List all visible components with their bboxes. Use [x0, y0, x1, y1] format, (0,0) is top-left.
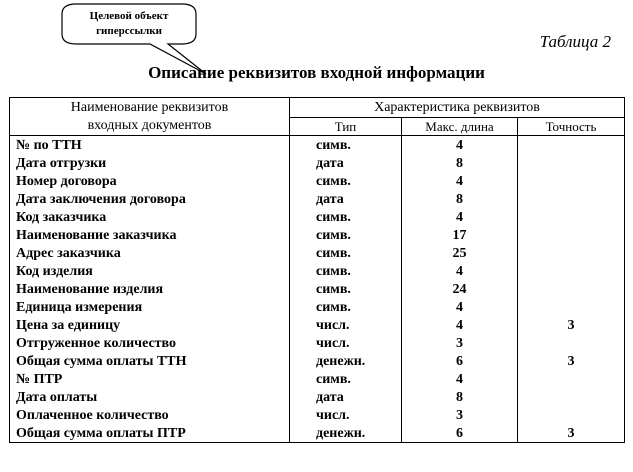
requisite-precision-cell [518, 388, 625, 406]
requisite-type-cell: денежн. [290, 352, 402, 370]
table-row [10, 298, 625, 316]
requisite-type-cell: симв. [290, 136, 402, 155]
requisite-name-cell: № ПТР [10, 370, 290, 388]
requisite-type-cell: числ. [290, 406, 402, 424]
requisite-name-cell: Общая сумма оплаты ТТН [10, 352, 290, 370]
requisite-name-cell: Номер договора [10, 172, 290, 190]
table-row [10, 388, 625, 406]
requisite-name-cell: Общая сумма оплаты ПТР [10, 424, 290, 443]
requisite-precision-cell [518, 136, 625, 155]
requisite-length-cell: 24 [402, 280, 518, 298]
requisite-length-cell: 4 [402, 136, 518, 155]
requisite-precision-cell [518, 334, 625, 352]
table-row [10, 316, 625, 334]
requisite-precision-cell [518, 154, 625, 172]
requisite-type-cell: симв. [290, 298, 402, 316]
requisite-precision-cell [518, 262, 625, 280]
requisite-type-cell: симв. [290, 370, 402, 388]
requisite-length-cell: 4 [402, 262, 518, 280]
header-max-length: Макс. длина [402, 118, 518, 136]
table-body [10, 136, 625, 443]
requisite-name-cell: Дата оплаты [10, 388, 290, 406]
table-row [10, 226, 625, 244]
header-characteristics: Характеристика реквизитов [290, 98, 625, 118]
requisite-type-cell: дата [290, 154, 402, 172]
requisite-type-cell: симв. [290, 172, 402, 190]
callout-line-2: гиперссылки [96, 25, 162, 37]
requisite-type-cell: денежн. [290, 424, 402, 443]
requisite-name-cell: Цена за единицу [10, 316, 290, 334]
requisite-length-cell: 8 [402, 154, 518, 172]
requisite-type-cell: симв. [290, 262, 402, 280]
table-row [10, 172, 625, 190]
requisites-table [9, 97, 625, 443]
requisite-length-cell: 3 [402, 406, 518, 424]
requisite-name-cell: Код изделия [10, 262, 290, 280]
requisite-precision-cell [518, 226, 625, 244]
callout-text [64, 9, 194, 39]
requisite-name-cell: Дата заключения договора [10, 190, 290, 208]
requisite-name-cell: Наименование изделия [10, 280, 290, 298]
requisite-type-cell: симв. [290, 244, 402, 262]
requisite-name-cell: Наименование заказчика [10, 226, 290, 244]
requisite-name-cell: Оплаченное количество [10, 406, 290, 424]
header-name-line-1: Наименование реквизитов [70, 99, 229, 115]
requisite-length-cell: 4 [402, 172, 518, 190]
requisite-name-cell: Единица измерения [10, 298, 290, 316]
requisite-length-cell: 6 [402, 352, 518, 370]
table-row [10, 334, 625, 352]
table-row [10, 208, 625, 226]
table-row [10, 424, 625, 443]
requisite-type-cell: числ. [290, 334, 402, 352]
requisite-type-cell: дата [290, 388, 402, 406]
requisite-precision-cell: 3 [518, 316, 625, 334]
table-number-label: Таблица 2 [539, 32, 611, 51]
table-row [10, 244, 625, 262]
requisite-precision-cell [518, 280, 625, 298]
table-row [10, 280, 625, 298]
requisite-name-cell: Отгруженное количество [10, 334, 290, 352]
header-requisite-name [10, 98, 290, 136]
requisite-precision-cell [518, 406, 625, 424]
requisite-type-cell: дата [290, 190, 402, 208]
requisite-precision-cell [518, 370, 625, 388]
requisite-length-cell: 8 [402, 388, 518, 406]
requisite-precision-cell: 3 [518, 352, 625, 370]
requisite-length-cell: 17 [402, 226, 518, 244]
requisite-name-cell: № по ТТН [10, 136, 290, 155]
requisite-type-cell: симв. [290, 208, 402, 226]
table-row [10, 352, 625, 370]
header-name-line-2: входных документов [87, 117, 212, 133]
table-row [10, 154, 625, 172]
requisite-precision-cell [518, 244, 625, 262]
requisite-length-cell: 3 [402, 334, 518, 352]
header-precision: Точность [518, 118, 625, 136]
requisite-name-cell: Дата отгрузки [10, 154, 290, 172]
requisite-type-cell: симв. [290, 280, 402, 298]
callout-line-1: Целевой объект [89, 10, 169, 22]
requisite-name-cell: Код заказчика [10, 208, 290, 226]
table-row [10, 190, 625, 208]
table-row [10, 136, 625, 155]
requisite-name-cell: Адрес заказчика [10, 244, 290, 262]
table-row [10, 406, 625, 424]
table-row [10, 262, 625, 280]
requisite-type-cell: симв. [290, 226, 402, 244]
requisite-length-cell: 25 [402, 244, 518, 262]
requisite-length-cell: 4 [402, 316, 518, 334]
requisite-precision-cell [518, 190, 625, 208]
requisite-type-cell: числ. [290, 316, 402, 334]
requisite-length-cell: 4 [402, 298, 518, 316]
requisite-precision-cell [518, 208, 625, 226]
document-title: Описание реквизитов входной информации [148, 63, 485, 82]
requisite-length-cell: 4 [402, 370, 518, 388]
header-type: Тип [290, 118, 402, 136]
requisite-length-cell: 8 [402, 190, 518, 208]
requisite-length-cell: 4 [402, 208, 518, 226]
requisite-length-cell: 6 [402, 424, 518, 443]
requisite-precision-cell: 3 [518, 424, 625, 443]
requisite-precision-cell [518, 298, 625, 316]
table-row [10, 370, 625, 388]
requisite-precision-cell [518, 172, 625, 190]
